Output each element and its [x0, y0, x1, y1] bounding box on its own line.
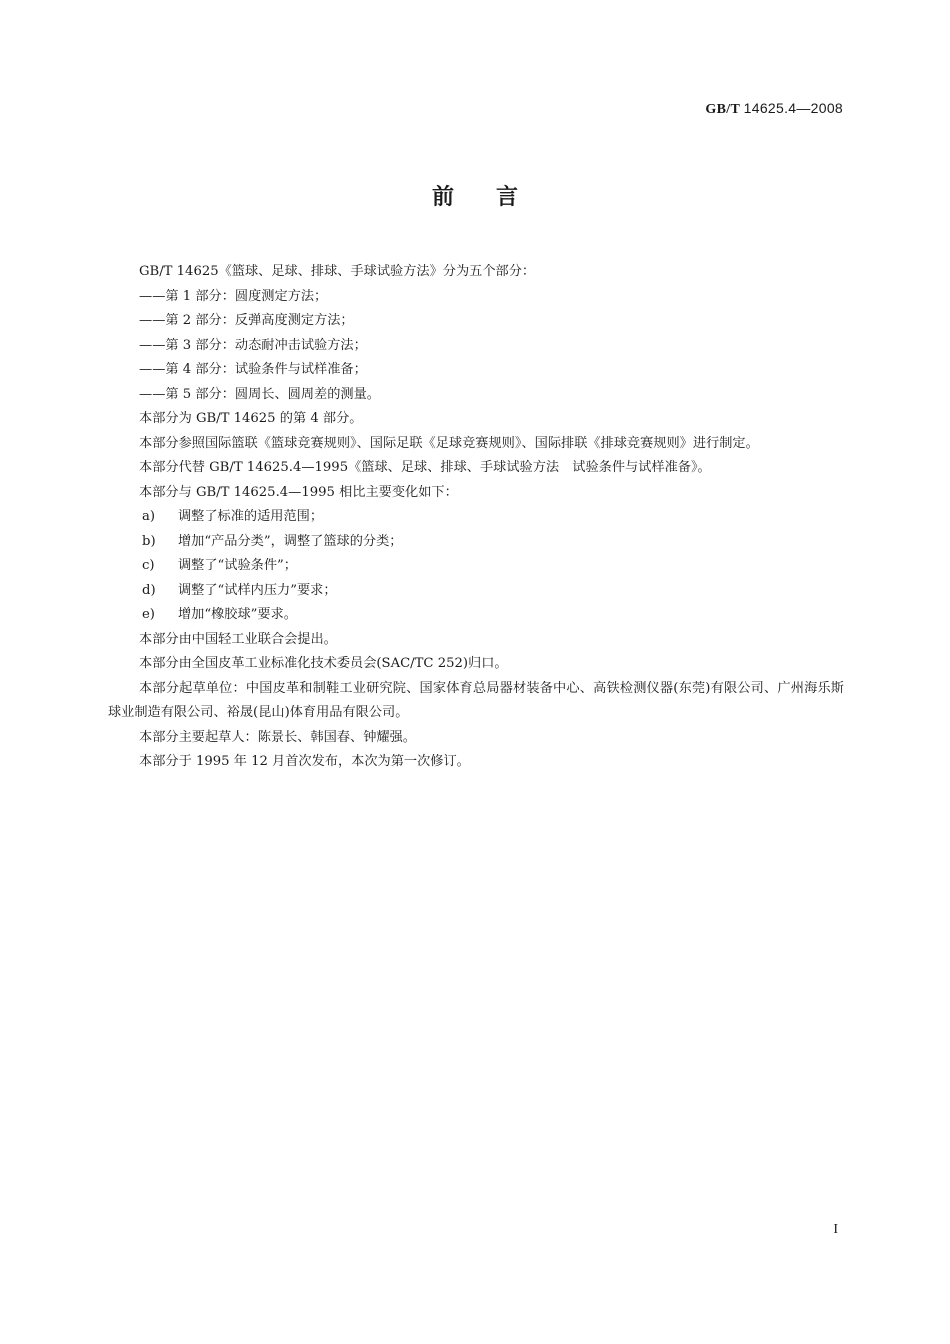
- intro-paragraph: GB/T 14625《篮球、足球、排球、手球试验方法》分为五个部分：: [139, 264, 536, 279]
- proposed-by-paragraph: 本部分由中国轻工业联合会提出。: [139, 631, 337, 647]
- part-3-item: ——第 3 部分：动态耐冲击试验方法；: [139, 337, 367, 353]
- change-item-mark: e): [142, 607, 155, 622]
- part-2-item: ——第 2 部分：反弹高度测定方法；: [139, 313, 354, 328]
- change-item: [108, 603, 844, 628]
- managed-by-paragraph: 本部分由全国皮革工业标准化技术委员会(SAC/TC 252)归口。: [139, 656, 508, 671]
- drafting-units-paragraph: 本部分起草单位：中国皮革和制鞋工业研究院、国家体育总局器材装备中心、高铁检测仪器(东莞)有限公司、广州海乐斯球业制造有限公司、裕晟(昆山)体育用品有限公司。: [108, 680, 844, 720]
- change-item-text: 增加“橡胶球”要求。: [178, 607, 297, 622]
- standard-code: [705, 100, 843, 118]
- part-1-item: ——第 1 部分：圆度测定方法；: [139, 288, 328, 304]
- part-5-item: ——第 5 部分：圆周长、圆周差的测量。: [139, 386, 380, 402]
- changes-intro-paragraph: 本部分与 GB/T 14625.4—1995 相比主要变化如下：: [139, 484, 458, 500]
- history-paragraph: 本部分于 1995 年 12 月首次发布，本次为第一次修订。: [139, 754, 470, 769]
- change-item: [108, 554, 844, 579]
- document-body: [108, 260, 844, 775]
- page-number: I: [833, 1222, 838, 1237]
- change-item-mark: d): [142, 582, 156, 598]
- replaces-paragraph: 本部分代替 GB/T 14625.4—1995《篮球、足球、排球、手球试验方法 试验条件与试样准备》。: [139, 460, 711, 475]
- page-title: 前言: [431, 185, 560, 210]
- part-4-item: ——第 4 部分：试验条件与试样准备；: [139, 362, 367, 377]
- standard-number: 14625.4—2008: [743, 100, 843, 116]
- change-item-mark: c): [142, 558, 155, 573]
- change-item-text: 调整了标准的适用范围；: [178, 509, 324, 524]
- change-item-text: 调整了“试验条件”；: [178, 558, 297, 573]
- standard-prefix: GB/T: [705, 102, 740, 117]
- this-part-paragraph: 本部分为 GB/T 14625 的第 4 部分。: [139, 411, 363, 426]
- change-item-text: 调整了“试样内压力”要求；: [178, 582, 337, 598]
- change-item: [108, 505, 844, 530]
- drafters-paragraph: 本部分主要起草人：陈景长、韩国春、钟耀强。: [139, 729, 416, 745]
- reference-paragraph: 本部分参照国际篮联《篮球竞赛规则》、国际足联《足球竞赛规则》、国际排联《排球竞赛规则》进行制定。: [139, 435, 759, 451]
- change-item-text: 增加“产品分类”，调整了篮球的分类；: [178, 533, 403, 549]
- change-item: [108, 530, 844, 555]
- change-item: [108, 579, 844, 604]
- change-item-mark: b): [142, 533, 156, 549]
- change-item-mark: a): [142, 509, 156, 524]
